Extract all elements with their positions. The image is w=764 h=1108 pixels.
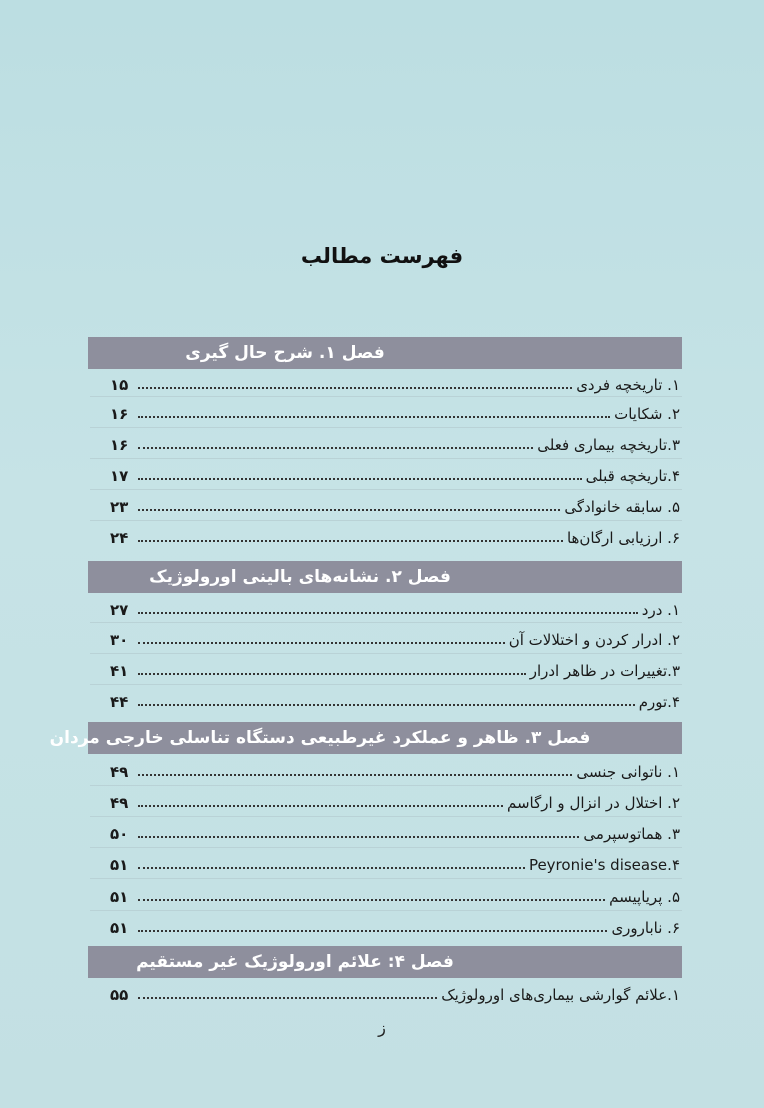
page-number: ۱۶ [110, 405, 129, 423]
page-number: ۵۵ [110, 986, 129, 1004]
divider [90, 622, 682, 623]
toc-entry[interactable]: ۶. ارزیابی ارگان‌ها ۲۴ [110, 529, 680, 547]
divider [90, 396, 682, 397]
divider [90, 427, 682, 428]
divider [90, 910, 682, 911]
page-number: ۱۶ [110, 436, 129, 454]
page-number: ۵۱ [110, 856, 129, 874]
page-number: ۴۴ [110, 693, 129, 711]
toc-entry[interactable]: ۳. هماتوسپرمی ۵۰ [110, 825, 680, 843]
divider [90, 847, 682, 848]
toc-entry[interactable]: ۵. پریاپیسم ۵۱ [110, 888, 680, 906]
toc-entry[interactable]: ۲. ادرار کردن و اختلالات آن ۳۰ [110, 631, 680, 649]
toc-entry[interactable]: ۴.تاریخچه قبلی ۱۷ [110, 467, 680, 485]
toc-entry[interactable]: ۱. تاریخچه فردی ۱۵ [110, 376, 680, 394]
chapter-1-header: فصل ۱. شرح حال گیری [88, 337, 682, 369]
page-number: ۵۱ [110, 888, 129, 906]
chapter-4-header: فصل ۴: علائم اورولوژیک غیر مستقیم [88, 946, 682, 978]
toc-entry[interactable]: ۱.علائم گوارشی بیماری‌های اورولوژیک ۵۵ [110, 986, 680, 1004]
toc-entry[interactable]: ۴.تورم ۴۴ [110, 693, 680, 711]
page-number: ۱۷ [110, 467, 129, 485]
page-number: ۲۷ [110, 601, 129, 619]
divider [90, 520, 682, 521]
page-number: ۳۰ [110, 631, 129, 649]
page-number: ۱۵ [110, 376, 129, 394]
toc-entry[interactable]: ۴.Peyronie's disease ۵۱ [110, 856, 680, 874]
divider [90, 458, 682, 459]
page-number: ۴۹ [110, 794, 129, 812]
page-number: ۴۱ [110, 662, 129, 680]
page-number: ۵۰ [110, 825, 129, 843]
divider [90, 489, 682, 490]
divider [90, 684, 682, 685]
page-folio: ز [378, 1018, 386, 1037]
toc-entry[interactable]: ۵. سابقه خانوادگی ۲۳ [110, 498, 680, 516]
toc-entry[interactable]: ۱. درد ۲۷ [110, 601, 680, 619]
divider [90, 816, 682, 817]
toc-entry[interactable]: ۲. شکایات ۱۶ [110, 405, 680, 423]
page-number: ۲۴ [110, 529, 129, 547]
toc-entry[interactable]: ۲. اختلال در انزال و ارگاسم ۴۹ [110, 794, 680, 812]
toc-entry[interactable]: ۳.تغییرات در ظاهر ادرار ۴۱ [110, 662, 680, 680]
page-number: ۲۳ [110, 498, 129, 516]
page-number: ۵۱ [110, 919, 129, 937]
chapter-2-header: فصل ۲. نشانه‌های بالینی اورولوژیک [88, 561, 682, 593]
divider [90, 653, 682, 654]
chapter-3-header: فصل ۳. ظاهر و عملکرد غیرطبیعی دستگاه تناسلی خارجی مردان [88, 722, 682, 754]
divider [90, 878, 682, 879]
toc-entry[interactable]: ۱. ناتوانی جنسی ۴۹ [110, 763, 680, 781]
toc-entry[interactable]: ۳.تاریخچه بیماری فعلی ۱۶ [110, 436, 680, 454]
divider [90, 785, 682, 786]
toc-entry[interactable]: ۶. ناباروری ۵۱ [110, 919, 680, 937]
page-number: ۴۹ [110, 763, 129, 781]
page-title: فهرست مطالب [300, 244, 464, 268]
